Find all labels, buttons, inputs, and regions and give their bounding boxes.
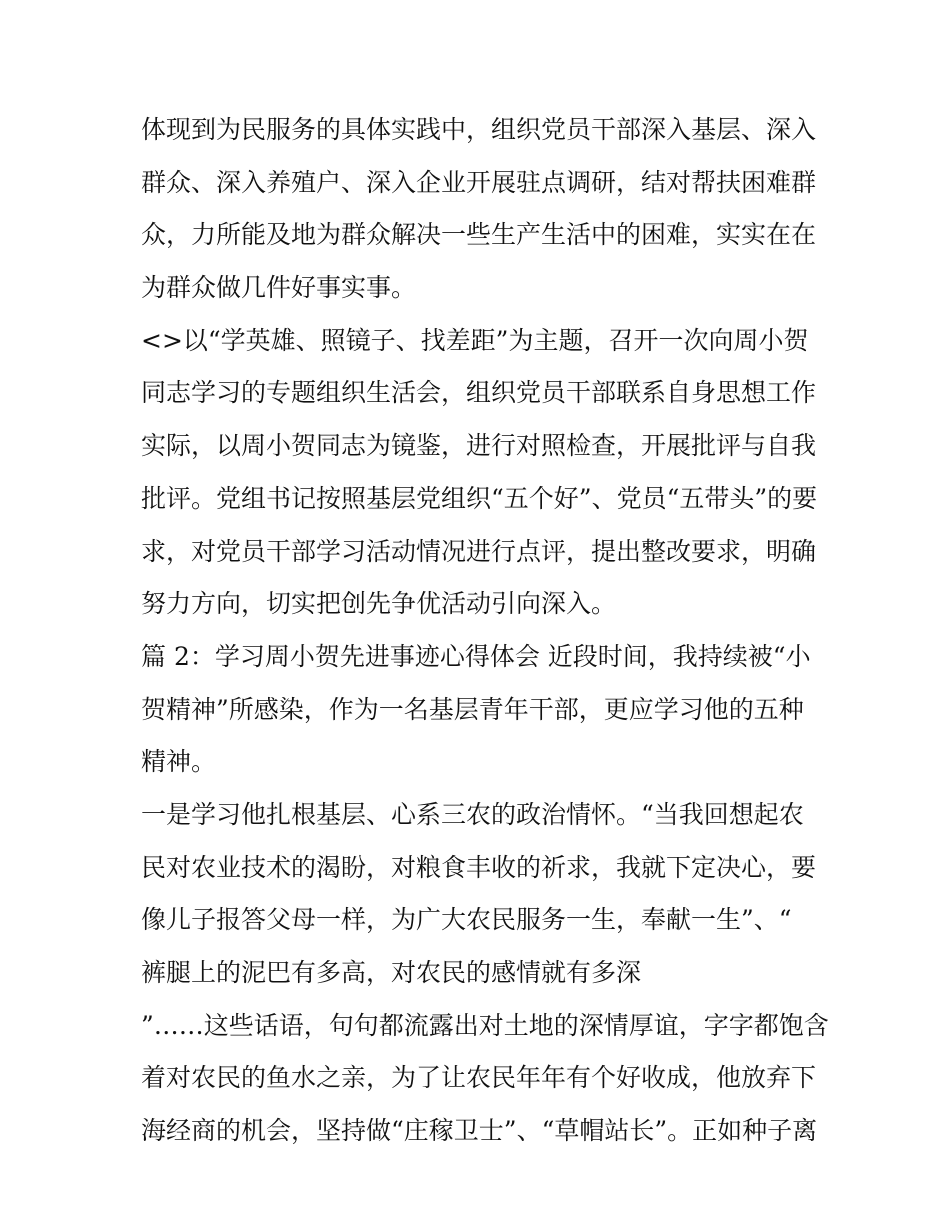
text-line: 民对农业技术的渴盼，对粮食丰收的祈求，我就下定决心，要 <box>141 852 817 882</box>
text-line: 贺精神”所感染，作为一名基层青年干部，更应学习他的五种 <box>141 694 804 724</box>
text-line: 群众、深入养殖户、深入企业开展驻点调研，结对帮扶困难群 <box>141 167 817 197</box>
document-body <box>141 108 829 1162</box>
text-line: 体现到为民服务的具体实践中，组织党员干部深入基层、深入 <box>141 115 817 144</box>
text-line: 裤腿上的泥巴有多高，对农民的感情就有多深 <box>141 958 642 987</box>
text-line: 同志学习的专题组织生活会，组织党员干部联系自身思想工作 <box>141 378 817 408</box>
text-line: 众，力所能及地为群众解决一些生产生活中的困难，实实在在 <box>141 220 817 250</box>
text-line: 实际，以周小贺同志为镜鉴，进行对照检查，开展批评与自我 <box>141 431 817 461</box>
text-line: 一是学习他扎根基层、心系三农的政治情怀。“当我回想起农 <box>141 799 804 829</box>
text-line: 批评。党组书记按照基层党组织“五个好”、党员“五带头”的要 <box>141 483 818 513</box>
text-line: 像儿子报答父母一样，为广大农民服务一生，奉献一生”、“ <box>141 905 792 935</box>
text-line: <>以“学英雄、照镜子、找差距”为主题，召开一次向周小贺 <box>141 325 809 355</box>
text-line: 为群众做几件好事实事。 <box>141 273 417 303</box>
text-line: 精神。 <box>141 747 217 777</box>
text-line: ”……这些话语，句句都流露出对土地的深情厚谊，字字都饱含 <box>141 1010 829 1040</box>
text-line: 着对农民的鱼水之亲，为了让农民年年有个好收成，他放弃下 <box>141 1063 817 1093</box>
text-line: 海经商的机会，坚持做“庄稼卫士”、“草帽站长”。正如种子离 <box>141 1116 818 1146</box>
text-line: 求，对党员干部学习活动情况进行点评，提出整改要求，明确 <box>141 536 817 566</box>
text-line: 努力方向，切实把创先争优活动引向深入。 <box>141 589 617 619</box>
text-line: 篇 2：学习周小贺先进事迹心得体会 近段时间，我持续被“小 <box>141 641 811 671</box>
